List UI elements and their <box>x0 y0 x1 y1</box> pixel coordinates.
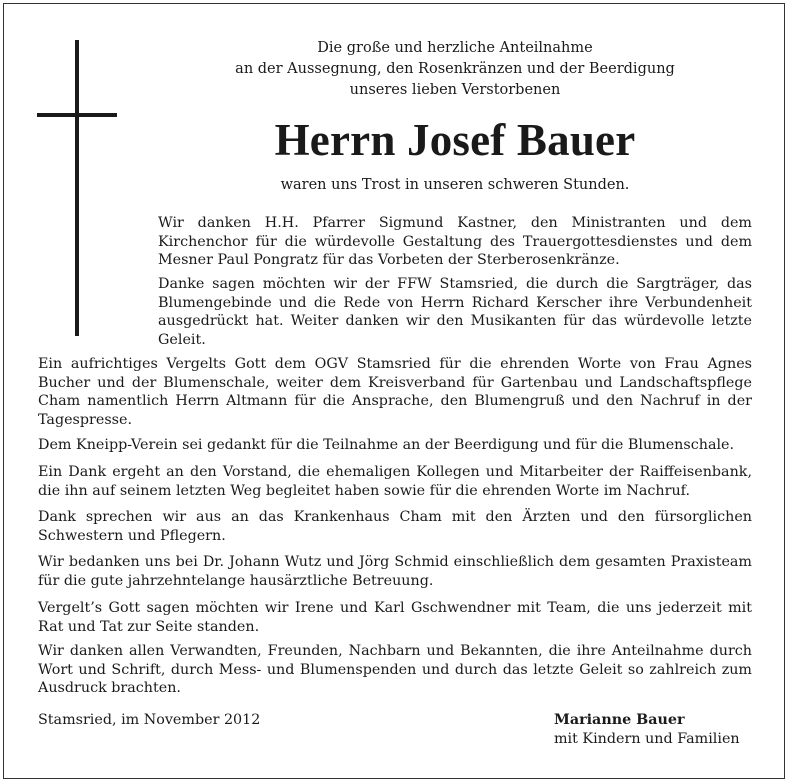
intro-line-1: Die große und herzliche Anteilnahme <box>317 40 593 56</box>
signer-name: Marianne Bauer <box>554 712 685 728</box>
thanks-paragraph-5: Ein Dank ergeht an den Vorstand, die ehemaligen Kollegen und Mitarbeiter der Raiffeisenbank, die ihn auf seinem letzten Weg begleitet haben sowie für die ehrenden Worte im Nachruf. <box>38 464 752 499</box>
intro-text <box>160 38 750 101</box>
thanks-paragraph-1: Wir danken H.H. Pfarrer Sigmund Kastner, den Ministranten und dem Kirchenchor für die würdevolle Gestaltung des Trauergottesdienstes und dem Mesner Paul Pongratz für das Vorbeten der Sterberosenkränze. <box>158 215 752 269</box>
thanks-paragraph-2: Danke sagen möchten wir der FFW Stamsried, die durch die Sargträger, das Blumengebinde und die Rede von Herrn Richard Kerscher ihre Verbundenheit ausgedrückt hat. Weiter danken wir den Musikanten für das würdevolle letzte Geleit. <box>158 276 752 348</box>
deceased-name: Herrn Josef Bauer <box>274 115 636 165</box>
thanks-paragraph-9: Wir danken allen Verwandten, Freunden, Nachbarn und Bekannten, die ihre Anteilnahme durch Wort und Schrift, durch Mess- und Blumenspenden und durch das letzte Geleit so zahlreich zum Ausdruck brachten. <box>38 643 752 697</box>
intro-line-2: an der Aussegnung, den Rosenkränzen und der Beerdigung <box>235 61 675 77</box>
place-date: Stamsried, im November 2012 <box>38 712 261 728</box>
thanks-paragraph-4: Dem Kneipp-Verein sei gedankt für die Teilnahme an der Beerdigung und für die Blumenschale. <box>38 437 735 453</box>
cross-horizontal-bar <box>37 113 117 117</box>
thanks-paragraph-7: Wir bedanken uns bei Dr. Johann Wutz und Jörg Schmid einschließlich dem gesamten Praxisteam für die gute jahrzehntelange hausärztliche Betreuung. <box>38 554 752 589</box>
signer-family: mit Kindern und Familien <box>554 731 740 747</box>
thanks-paragraph-8: Vergelt’s Gott sagen möchten wir Irene und Karl Gschwendner mit Team, die uns jederzeit mit Rat und Tat zur Seite standen. <box>38 600 752 635</box>
intro-line-3: unseres lieben Verstorbenen <box>349 82 561 98</box>
signature-block <box>554 711 740 749</box>
thanks-paragraph-3: Ein aufrichtiges Vergelts Gott dem OGV Stamsried für die ehrenden Worte von Frau Agnes Bucher und der Blumenschale, weiter dem Kreisverband für Gartenbau und Landschaftspflege Cham namentlich Herrn Altmann für die Ansprache, den Blumengruß und den Nachruf in der Tagespresse. <box>38 356 752 428</box>
thanks-paragraph-6: Dank sprechen wir aus an das Krankenhaus Cham mit den Ärzten und den fürsorglichen Schwestern und Pflegern. <box>38 509 752 544</box>
cross-vertical-bar <box>75 40 79 336</box>
trost-line: waren uns Trost in unseren schweren Stunden. <box>280 177 630 193</box>
